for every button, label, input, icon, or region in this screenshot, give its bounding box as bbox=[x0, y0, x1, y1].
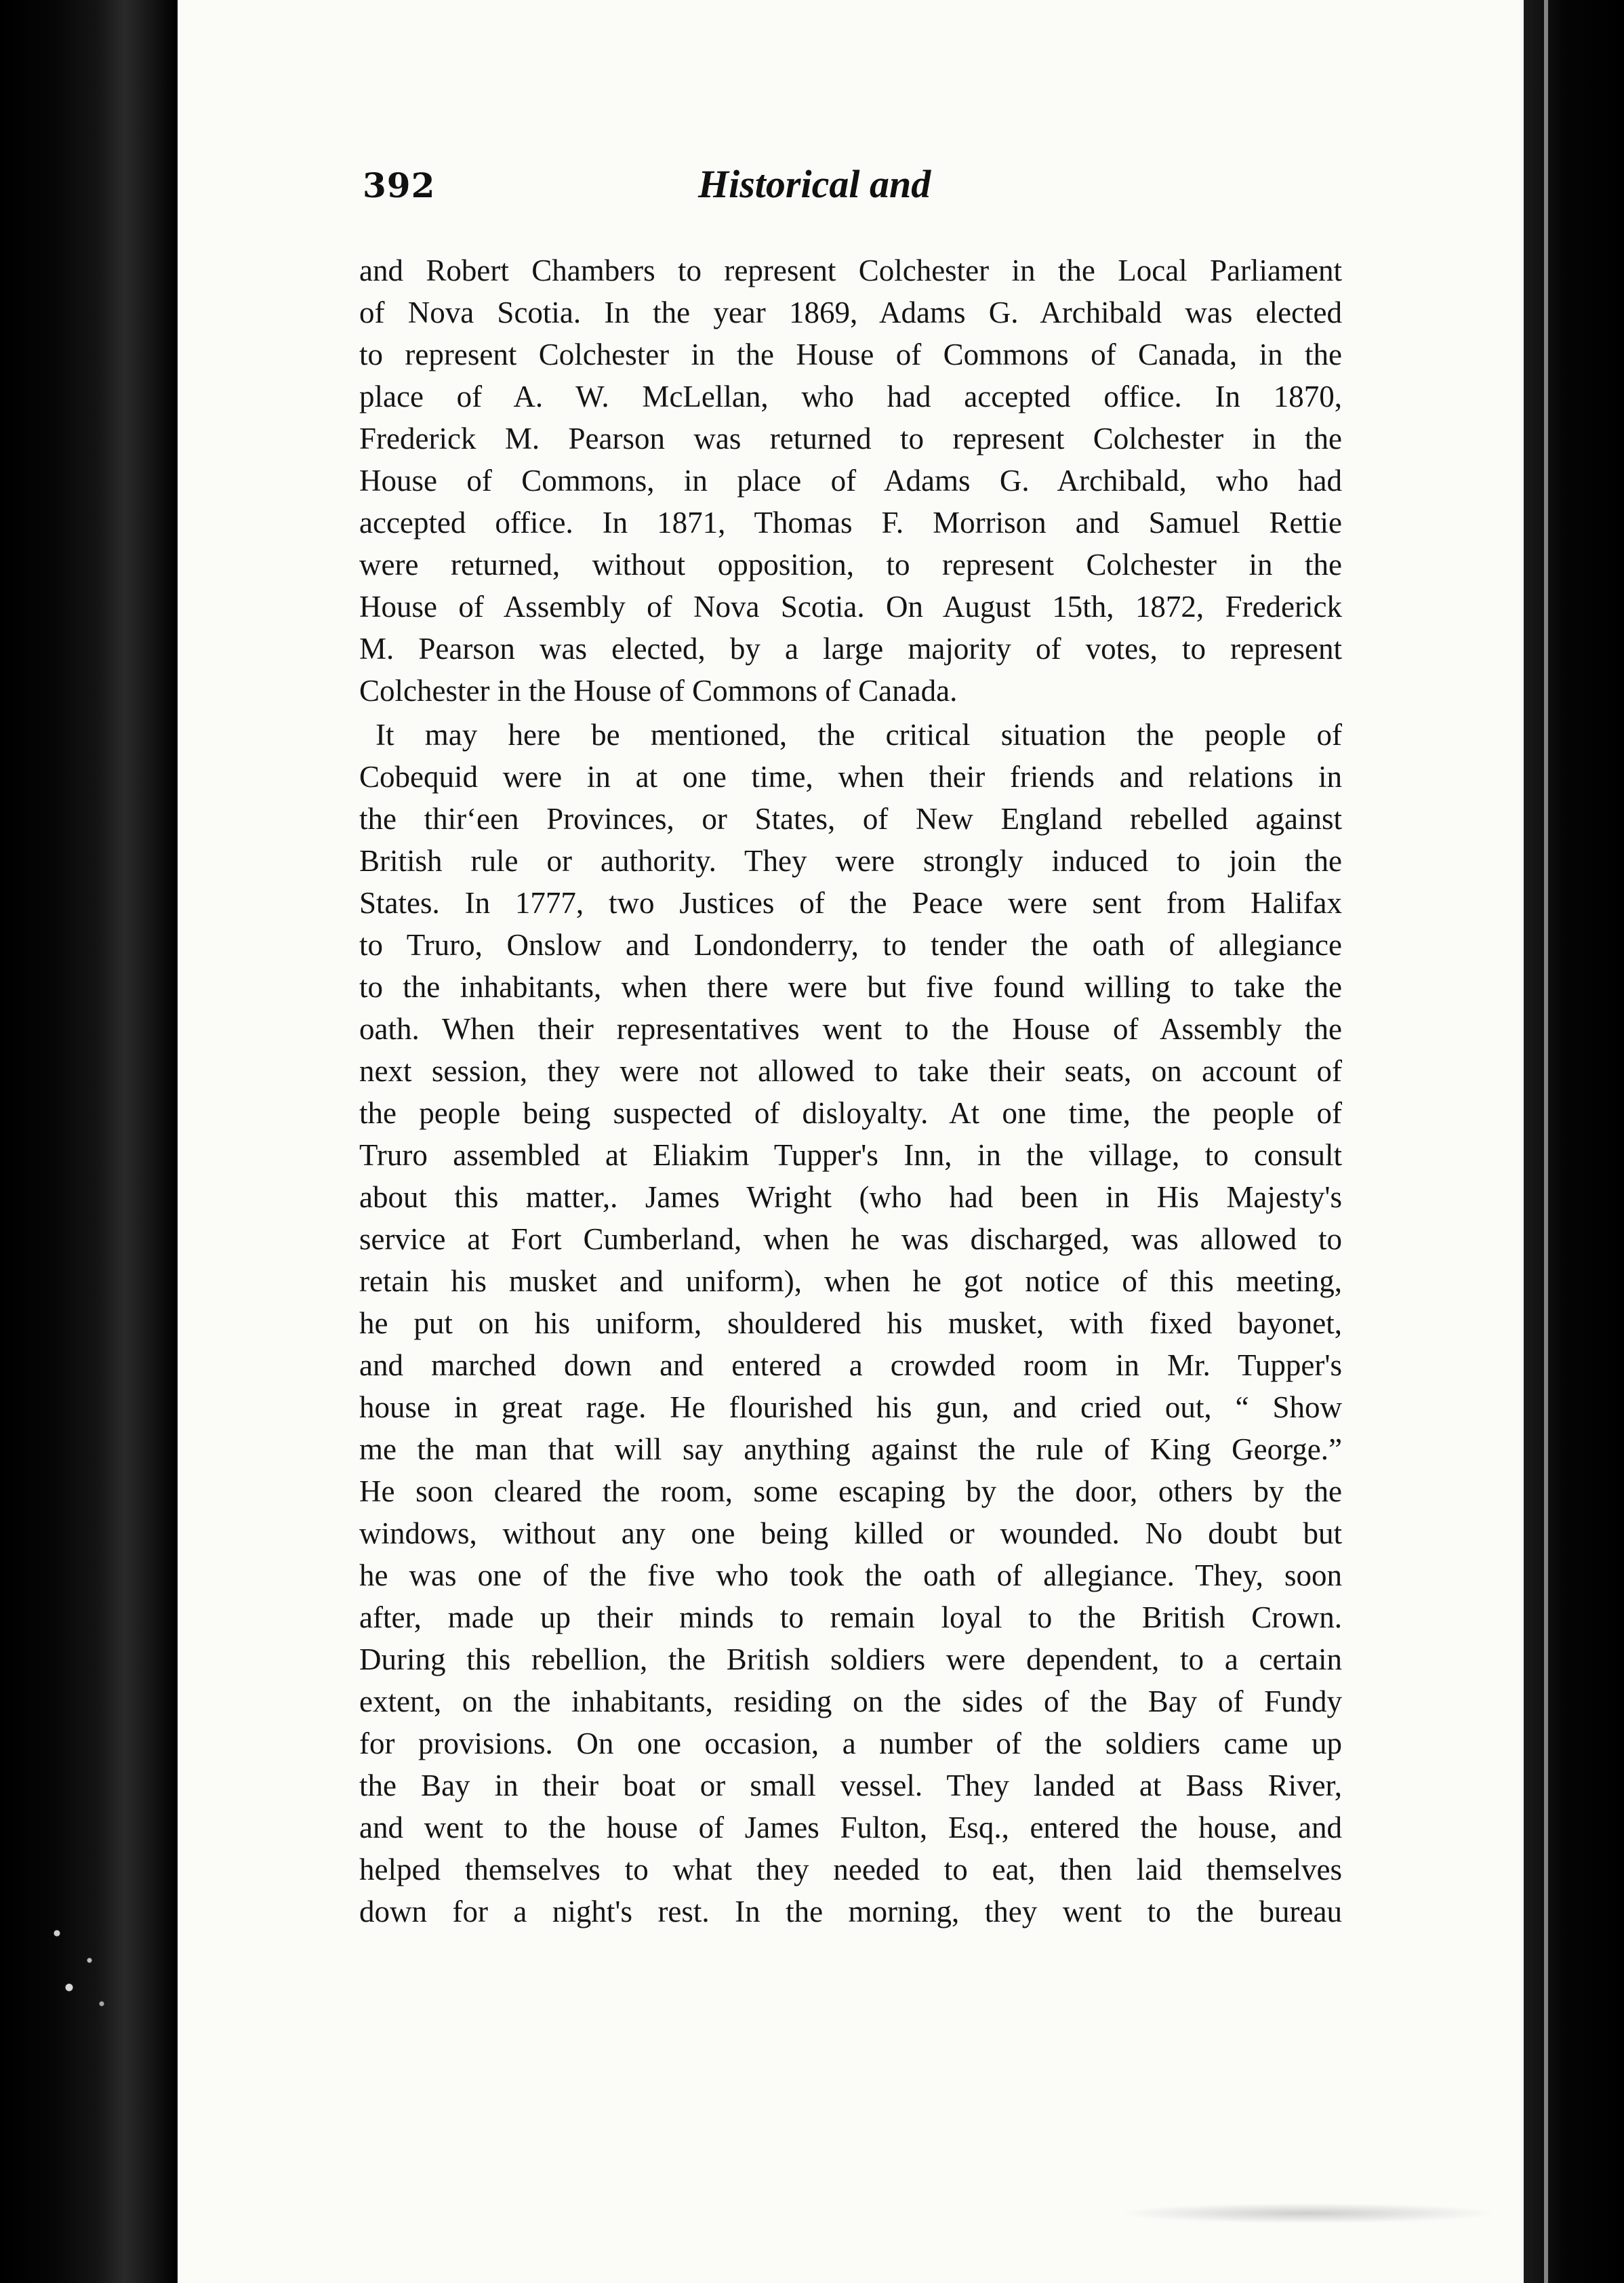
book-binding-edge bbox=[0, 0, 178, 2283]
text-line: He soon cleared the room, some escaping by the door, others by the bbox=[359, 1474, 1342, 1508]
text-line: next session, they were not allowed to take their seats, on account of bbox=[359, 1054, 1342, 1088]
text-line: retain his musket and uniform), when he got notice of this meeting, bbox=[359, 1264, 1342, 1298]
right-page-edge bbox=[1524, 0, 1624, 2283]
text-line: It may here be mentioned, the critical situation the people of bbox=[375, 718, 1342, 752]
text-line: to the inhabitants, when there were but five found willing to take the bbox=[359, 970, 1342, 1004]
text-line: During this rebellion, the British soldiers were dependent, to a certain bbox=[359, 1642, 1342, 1676]
text-line: house in great rage. He flourished his gun, and cried out, “ Show bbox=[359, 1390, 1342, 1424]
text-line: were returned, without opposition, to represent Colchester in the bbox=[359, 548, 1342, 582]
text-line: Truro assembled at Eliakim Tupper's Inn, in the village, to consult bbox=[359, 1138, 1342, 1172]
text-line: and Robert Chambers to represent Colchester in the Local Parliament bbox=[359, 254, 1342, 287]
text-line: of Nova Scotia. In the year 1869, Adams G. Archibald was elected bbox=[359, 296, 1342, 329]
page-header bbox=[363, 162, 1345, 220]
scan-smudge bbox=[1118, 2203, 1498, 2223]
text-line: and went to the house of James Fulton, Esq., entered the house, and bbox=[359, 1811, 1342, 1844]
text-line: Cobequid were in at one time, when their friends and relations in bbox=[359, 760, 1342, 794]
text-line: Colchester in the House of Commons of Canada. bbox=[359, 674, 958, 708]
text-line: British rule or authority. They were strongly induced to join the bbox=[359, 844, 1342, 878]
text-line: helped themselves to what they needed to eat, then laid themselves bbox=[359, 1853, 1342, 1886]
paragraph-1 bbox=[359, 249, 1342, 712]
text-line: Frederick M. Pearson was returned to represent Colchester in the bbox=[359, 422, 1342, 456]
text-line: oath. When their representatives went to the House of Assembly the bbox=[359, 1012, 1342, 1046]
text-line: extent, on the inhabitants, residing on the sides of the Bay of Fundy bbox=[359, 1684, 1342, 1718]
paragraph-2 bbox=[359, 714, 1342, 1933]
text-line: the people being suspected of disloyalty. At one time, the people of bbox=[359, 1096, 1342, 1130]
text-line: to Truro, Onslow and Londonderry, to tender the oath of allegiance bbox=[359, 928, 1342, 962]
text-line: me the man that will say anything against the rule of King George.” bbox=[359, 1432, 1342, 1466]
text-line: to represent Colchester in the House of Commons of Canada, in the bbox=[359, 338, 1342, 371]
text-line: accepted office. In 1871, Thomas F. Morrison and Samuel Rettie bbox=[359, 506, 1342, 540]
text-line: he was one of the five who took the oath of allegiance. They, soon bbox=[359, 1558, 1342, 1592]
text-line: after, made up their minds to remain loyal to the British Crown. bbox=[359, 1600, 1342, 1634]
text-line: States. In 1777, two Justices of the Peace were sent from Halifax bbox=[359, 886, 1342, 920]
text-line: place of A. W. McLellan, who had accepted office. In 1870, bbox=[359, 380, 1342, 413]
page-number: 392 bbox=[363, 165, 436, 205]
text-line: for provisions. On one occasion, a number of the soldiers came up bbox=[359, 1726, 1342, 1760]
text-line: House of Commons, in place of Adams G. Archibald, who had bbox=[359, 464, 1342, 498]
text-line: service at Fort Cumberland, when he was discharged, was allowed to bbox=[359, 1222, 1342, 1256]
text-line: the thir‘een Provinces, or States, of New England rebelled against bbox=[359, 802, 1342, 836]
text-line: the Bay in their boat or small vessel. They landed at Bass River, bbox=[359, 1769, 1342, 1802]
text-line: House of Assembly of Nova Scotia. On August 15th, 1872, Frederick bbox=[359, 590, 1342, 624]
binding-specks bbox=[41, 1912, 122, 2020]
text-line: and marched down and entered a crowded room in Mr. Tupper's bbox=[359, 1348, 1342, 1382]
text-line: down for a night's rest. In the morning, they went to the bureau bbox=[359, 1895, 1342, 1928]
running-title: Historical and bbox=[698, 162, 931, 206]
text-line: he put on his uniform, shouldered his musket, with fixed bayonet, bbox=[359, 1306, 1342, 1340]
text-line: M. Pearson was elected, by a large majority of votes, to represent bbox=[359, 632, 1342, 666]
body-text bbox=[359, 249, 1342, 1933]
text-line: windows, without any one being killed or wounded. No doubt but bbox=[359, 1516, 1342, 1550]
text-line: about this matter,. James Wright (who had been in His Majesty's bbox=[359, 1180, 1342, 1214]
